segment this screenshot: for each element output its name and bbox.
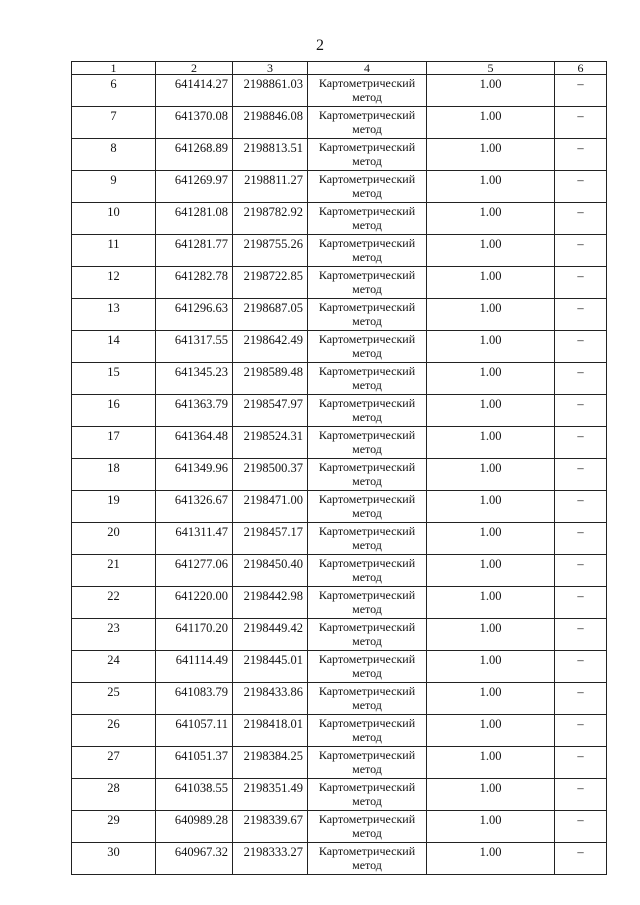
method-cell: Картометрический метод — [308, 75, 427, 107]
table-row — [72, 779, 607, 811]
table-row — [72, 395, 607, 427]
method-cell: Картометрический метод — [308, 651, 427, 683]
table-row — [72, 459, 607, 491]
accuracy-cell: 1.00 — [427, 427, 555, 459]
header-cell: 5 — [427, 62, 555, 75]
note-cell: – — [555, 523, 607, 555]
accuracy-cell: 1.00 — [427, 587, 555, 619]
point-number-cell: 21 — [72, 555, 156, 587]
method-cell: Картометрический метод — [308, 491, 427, 523]
method-cell: Картометрический метод — [308, 107, 427, 139]
note-cell: – — [555, 779, 607, 811]
y-coordinate-cell: 2198589.48 — [233, 363, 308, 395]
accuracy-cell: 1.00 — [427, 267, 555, 299]
header-cell: 3 — [233, 62, 308, 75]
method-cell: Картометрический метод — [308, 139, 427, 171]
note-cell: – — [555, 811, 607, 843]
accuracy-cell: 1.00 — [427, 75, 555, 107]
y-coordinate-cell: 2198500.37 — [233, 459, 308, 491]
x-coordinate-cell: 641317.55 — [156, 331, 233, 363]
method-cell: Картометрический метод — [308, 587, 427, 619]
point-number-cell: 23 — [72, 619, 156, 651]
note-cell: – — [555, 459, 607, 491]
y-coordinate-cell: 2198351.49 — [233, 779, 308, 811]
y-coordinate-cell: 2198782.92 — [233, 203, 308, 235]
accuracy-cell: 1.00 — [427, 331, 555, 363]
y-coordinate-cell: 2198449.42 — [233, 619, 308, 651]
table-row — [72, 651, 607, 683]
table-row — [72, 683, 607, 715]
y-coordinate-cell: 2198811.27 — [233, 171, 308, 203]
point-number-cell: 27 — [72, 747, 156, 779]
method-cell: Картометрический метод — [308, 683, 427, 715]
accuracy-cell: 1.00 — [427, 203, 555, 235]
note-cell: – — [555, 427, 607, 459]
x-coordinate-cell: 641114.49 — [156, 651, 233, 683]
accuracy-cell: 1.00 — [427, 779, 555, 811]
header-cell: 2 — [156, 62, 233, 75]
accuracy-cell: 1.00 — [427, 715, 555, 747]
point-number-cell: 14 — [72, 331, 156, 363]
x-coordinate-cell: 641364.48 — [156, 427, 233, 459]
method-cell: Картометрический метод — [308, 843, 427, 875]
table-row — [72, 363, 607, 395]
table-row — [72, 75, 607, 107]
point-number-cell: 15 — [72, 363, 156, 395]
note-cell: – — [555, 619, 607, 651]
method-cell: Картометрический метод — [308, 619, 427, 651]
x-coordinate-cell: 640989.28 — [156, 811, 233, 843]
accuracy-cell: 1.00 — [427, 107, 555, 139]
accuracy-cell: 1.00 — [427, 171, 555, 203]
x-coordinate-cell: 641311.47 — [156, 523, 233, 555]
point-number-cell: 26 — [72, 715, 156, 747]
point-number-cell: 11 — [72, 235, 156, 267]
method-cell: Картометрический метод — [308, 811, 427, 843]
method-cell: Картометрический метод — [308, 267, 427, 299]
note-cell: – — [555, 139, 607, 171]
y-coordinate-cell: 2198846.08 — [233, 107, 308, 139]
y-coordinate-cell: 2198445.01 — [233, 651, 308, 683]
table-row — [72, 811, 607, 843]
note-cell: – — [555, 267, 607, 299]
method-cell: Картометрический метод — [308, 427, 427, 459]
x-coordinate-cell: 640967.32 — [156, 843, 233, 875]
accuracy-cell: 1.00 — [427, 683, 555, 715]
note-cell: – — [555, 491, 607, 523]
table-row — [72, 747, 607, 779]
note-cell: – — [555, 683, 607, 715]
accuracy-cell: 1.00 — [427, 491, 555, 523]
accuracy-cell: 1.00 — [427, 299, 555, 331]
table-row — [72, 331, 607, 363]
x-coordinate-cell: 641326.67 — [156, 491, 233, 523]
table-row — [72, 843, 607, 875]
point-number-cell: 17 — [72, 427, 156, 459]
method-cell: Картометрический метод — [308, 363, 427, 395]
x-coordinate-cell: 641281.08 — [156, 203, 233, 235]
note-cell: – — [555, 299, 607, 331]
table-row — [72, 587, 607, 619]
method-cell: Картометрический метод — [308, 523, 427, 555]
table-row — [72, 203, 607, 235]
note-cell: – — [555, 555, 607, 587]
point-number-cell: 30 — [72, 843, 156, 875]
y-coordinate-cell: 2198722.85 — [233, 267, 308, 299]
table-row — [72, 107, 607, 139]
table-row — [72, 267, 607, 299]
point-number-cell: 19 — [72, 491, 156, 523]
method-cell: Картометрический метод — [308, 331, 427, 363]
point-number-cell: 16 — [72, 395, 156, 427]
table-body — [72, 75, 607, 875]
point-number-cell: 8 — [72, 139, 156, 171]
point-number-cell: 24 — [72, 651, 156, 683]
method-cell: Картометрический метод — [308, 171, 427, 203]
y-coordinate-cell: 2198339.67 — [233, 811, 308, 843]
point-number-cell: 29 — [72, 811, 156, 843]
x-coordinate-cell: 641269.97 — [156, 171, 233, 203]
x-coordinate-cell: 641268.89 — [156, 139, 233, 171]
accuracy-cell: 1.00 — [427, 747, 555, 779]
x-coordinate-cell: 641370.08 — [156, 107, 233, 139]
x-coordinate-cell: 641296.63 — [156, 299, 233, 331]
method-cell: Картометрический метод — [308, 299, 427, 331]
y-coordinate-cell: 2198333.27 — [233, 843, 308, 875]
table-row — [72, 139, 607, 171]
y-coordinate-cell: 2198524.31 — [233, 427, 308, 459]
note-cell: – — [555, 75, 607, 107]
method-cell: Картометрический метод — [308, 715, 427, 747]
y-coordinate-cell: 2198755.26 — [233, 235, 308, 267]
header-cell: 1 — [72, 62, 156, 75]
accuracy-cell: 1.00 — [427, 619, 555, 651]
table-row — [72, 299, 607, 331]
header-cell: 6 — [555, 62, 607, 75]
x-coordinate-cell: 641349.96 — [156, 459, 233, 491]
accuracy-cell: 1.00 — [427, 395, 555, 427]
note-cell: – — [555, 235, 607, 267]
method-cell: Картометрический метод — [308, 459, 427, 491]
x-coordinate-cell: 641345.23 — [156, 363, 233, 395]
x-coordinate-cell: 641057.11 — [156, 715, 233, 747]
note-cell: – — [555, 203, 607, 235]
x-coordinate-cell: 641038.55 — [156, 779, 233, 811]
note-cell: – — [555, 363, 607, 395]
x-coordinate-cell: 641363.79 — [156, 395, 233, 427]
point-number-cell: 6 — [72, 75, 156, 107]
method-cell: Картометрический метод — [308, 235, 427, 267]
table-row — [72, 715, 607, 747]
table-row — [72, 619, 607, 651]
page-number: 2 — [316, 37, 324, 54]
y-coordinate-cell: 2198442.98 — [233, 587, 308, 619]
accuracy-cell: 1.00 — [427, 811, 555, 843]
x-coordinate-cell: 641282.78 — [156, 267, 233, 299]
point-number-cell: 13 — [72, 299, 156, 331]
y-coordinate-cell: 2198433.86 — [233, 683, 308, 715]
y-coordinate-cell: 2198450.40 — [233, 555, 308, 587]
method-cell: Картометрический метод — [308, 747, 427, 779]
method-cell: Картометрический метод — [308, 779, 427, 811]
accuracy-cell: 1.00 — [427, 843, 555, 875]
note-cell: – — [555, 715, 607, 747]
note-cell: – — [555, 651, 607, 683]
table-header-row — [72, 62, 607, 75]
point-number-cell: 22 — [72, 587, 156, 619]
point-number-cell: 10 — [72, 203, 156, 235]
note-cell: – — [555, 171, 607, 203]
accuracy-cell: 1.00 — [427, 459, 555, 491]
method-cell: Картометрический метод — [308, 395, 427, 427]
method-cell: Картометрический метод — [308, 203, 427, 235]
point-number-cell: 25 — [72, 683, 156, 715]
method-cell: Картометрический метод — [308, 555, 427, 587]
note-cell: – — [555, 107, 607, 139]
x-coordinate-cell: 641083.79 — [156, 683, 233, 715]
point-number-cell: 28 — [72, 779, 156, 811]
accuracy-cell: 1.00 — [427, 651, 555, 683]
point-number-cell: 18 — [72, 459, 156, 491]
note-cell: – — [555, 395, 607, 427]
note-cell: – — [555, 843, 607, 875]
table-row — [72, 427, 607, 459]
note-cell: – — [555, 587, 607, 619]
accuracy-cell: 1.00 — [427, 523, 555, 555]
accuracy-cell: 1.00 — [427, 235, 555, 267]
accuracy-cell: 1.00 — [427, 363, 555, 395]
note-cell: – — [555, 747, 607, 779]
x-coordinate-cell: 641281.77 — [156, 235, 233, 267]
y-coordinate-cell: 2198471.00 — [233, 491, 308, 523]
table-row — [72, 171, 607, 203]
point-number-cell: 20 — [72, 523, 156, 555]
y-coordinate-cell: 2198861.03 — [233, 75, 308, 107]
y-coordinate-cell: 2198813.51 — [233, 139, 308, 171]
x-coordinate-cell: 641220.00 — [156, 587, 233, 619]
x-coordinate-cell: 641414.27 — [156, 75, 233, 107]
coordinates-table — [71, 61, 607, 875]
y-coordinate-cell: 2198547.97 — [233, 395, 308, 427]
point-number-cell: 7 — [72, 107, 156, 139]
y-coordinate-cell: 2198384.25 — [233, 747, 308, 779]
header-cell: 4 — [308, 62, 427, 75]
table-row — [72, 523, 607, 555]
y-coordinate-cell: 2198687.05 — [233, 299, 308, 331]
point-number-cell: 9 — [72, 171, 156, 203]
y-coordinate-cell: 2198642.49 — [233, 331, 308, 363]
table-row — [72, 235, 607, 267]
table-row — [72, 491, 607, 523]
x-coordinate-cell: 641277.06 — [156, 555, 233, 587]
y-coordinate-cell: 2198457.17 — [233, 523, 308, 555]
note-cell: – — [555, 331, 607, 363]
accuracy-cell: 1.00 — [427, 139, 555, 171]
y-coordinate-cell: 2198418.01 — [233, 715, 308, 747]
x-coordinate-cell: 641170.20 — [156, 619, 233, 651]
point-number-cell: 12 — [72, 267, 156, 299]
accuracy-cell: 1.00 — [427, 555, 555, 587]
x-coordinate-cell: 641051.37 — [156, 747, 233, 779]
table-row — [72, 555, 607, 587]
